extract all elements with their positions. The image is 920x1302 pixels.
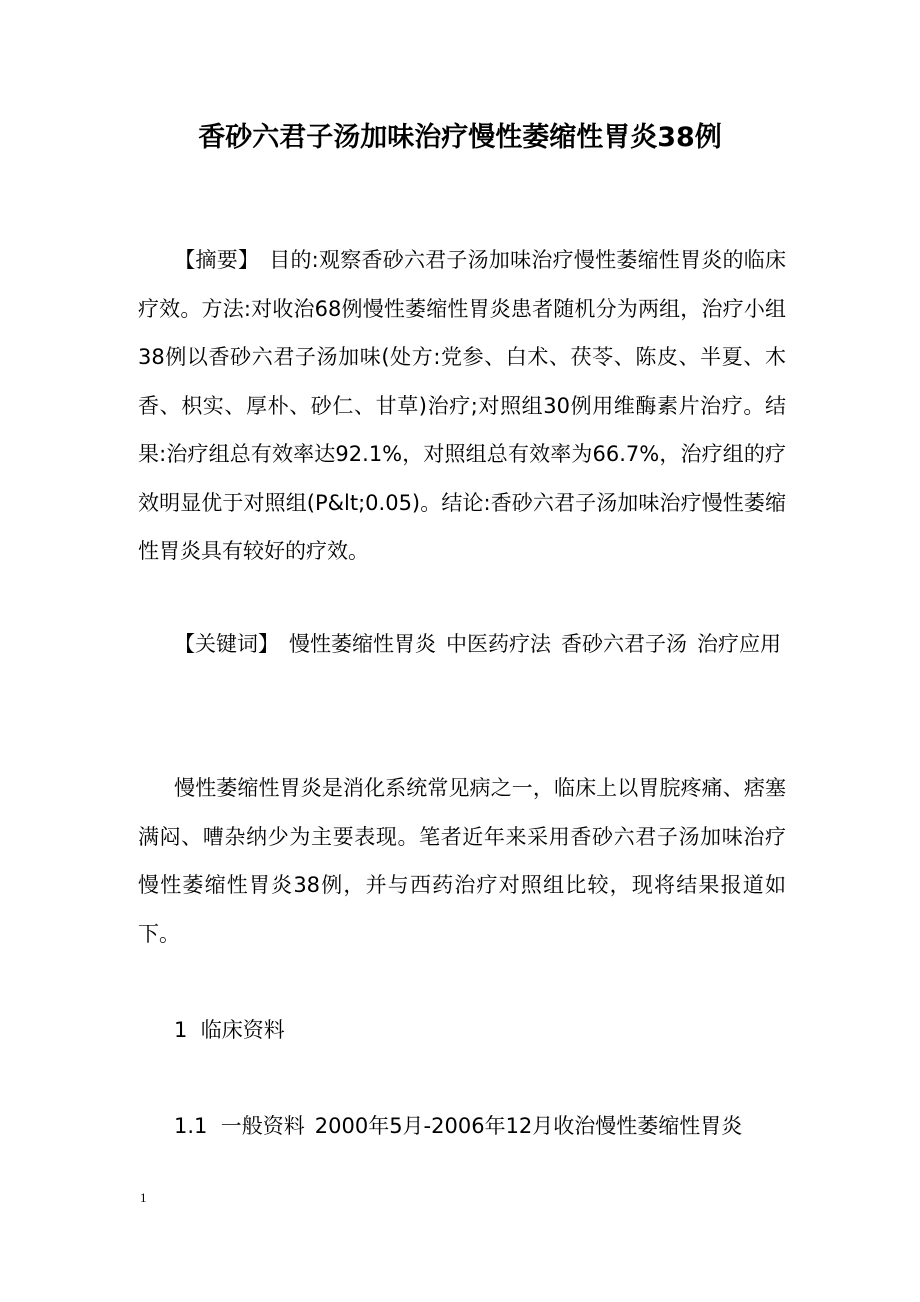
abstract-text: 目的:观察香砂六君子汤加味治疗慢性萎缩性胃炎的临床疗效。方法:对收治68例慢性萎缩性胃炎患者随机分为两组，治疗小组38例以香砂六君子汤加味(处方:党参、白术、茯苓、陈皮、半夏、木香、枳实、厚朴、砂仁、甘草)治疗;对照组30例用维酶素片治疗。结果:治疗组总有效率达92.1%，对照组总有效率为66.7%，治疗组的疗效明显优于对照组(P&lt;0.05)。结论:香砂六君子汤加味治疗慢性萎缩性胃炎具有较好的疗效。 [138, 248, 787, 563]
abstract-label: 【摘要】 [174, 248, 260, 272]
section-1-1-text: 2000年5月-2006年12月收治慢性萎缩性胃炎 [314, 1114, 743, 1138]
section-1-title: 1 临床资料 [174, 1018, 285, 1042]
abstract-paragraph [138, 236, 786, 576]
keywords-paragraph [138, 620, 786, 669]
keyword: 香砂六君子汤 [561, 632, 687, 656]
intro-paragraph [138, 764, 786, 958]
section-1-1-paragraph [138, 1102, 786, 1151]
keyword: 慢性萎缩性胃炎 [289, 632, 436, 656]
keyword: 中医药疗法 [446, 632, 551, 656]
section-1-1-heading: 1.1 一般资料 [174, 1114, 305, 1138]
section-heading-1 [138, 1006, 786, 1055]
intro-text: 慢性萎缩性胃炎是消化系统常见病之一，临床上以胃脘疼痛、痞塞满闷、嘈杂纳少为主要表现。笔者近年来采用香砂六君子汤加味治疗慢性萎缩性胃炎38例，并与西药治疗对照组比较，现将结果报道如下。 [138, 776, 786, 946]
keyword: 治疗应用 [697, 632, 781, 656]
keywords-label: 【关键词】 [174, 632, 279, 656]
document-title: 香砂六君子汤加味治疗慢性萎缩性胃炎38例 [198, 122, 722, 153]
page-number: 1 [140, 1190, 147, 1205]
